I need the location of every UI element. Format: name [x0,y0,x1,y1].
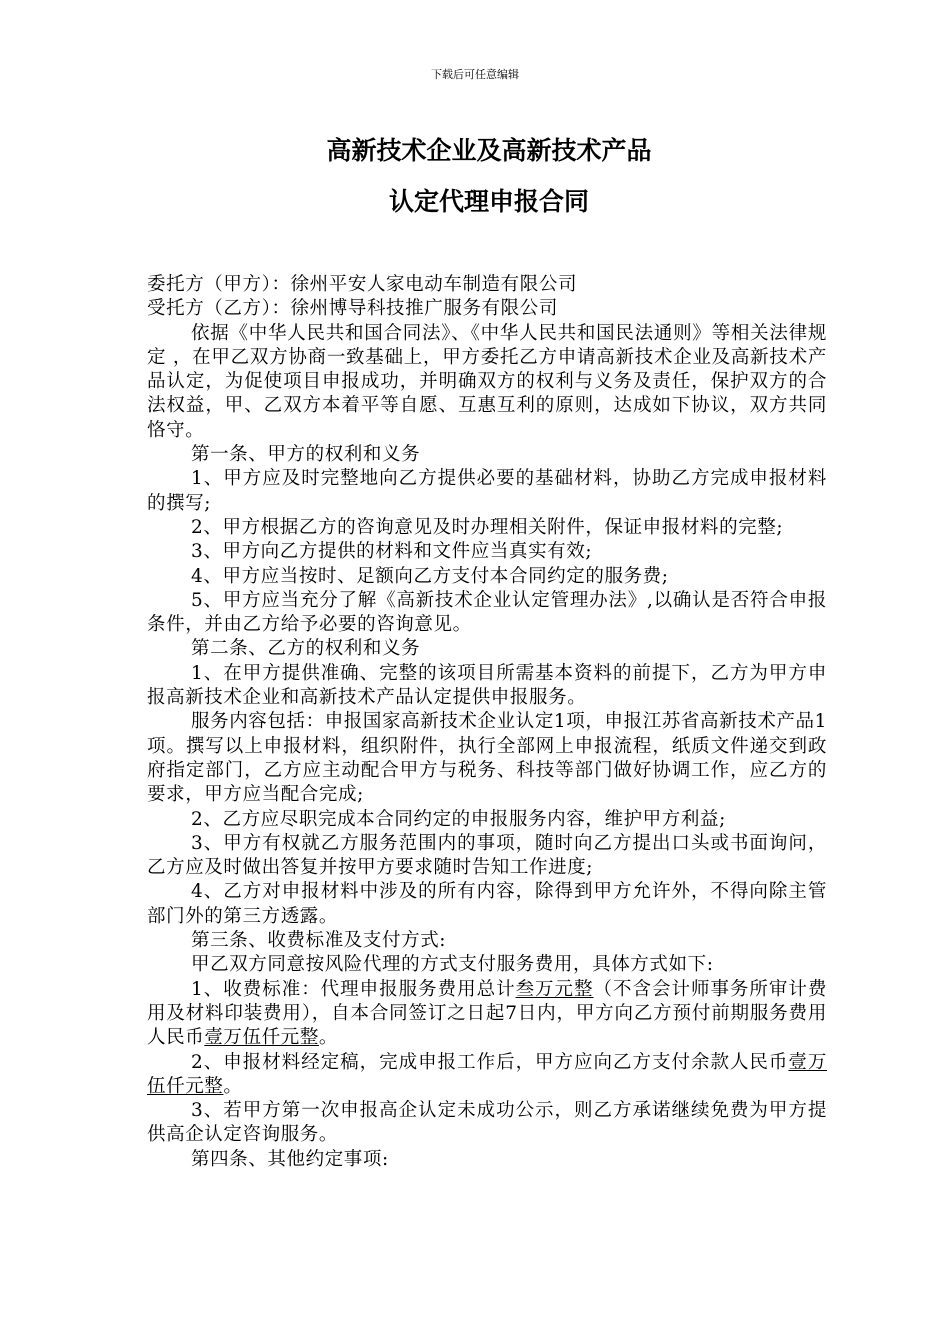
fee-text: 。 [318,1027,339,1049]
article-2-item: 1、在甲方提供准确、完整的该项目所需基本资料的前提下，乙方为甲方申报高新技术企业和高新技术产品认定提供申报服务。 [147,662,827,709]
article-2-item: 3、甲方有权就乙方服务范围内的事项，随时向乙方提出口头或书面询问，乙方应及时做出答复并按甲方要求随时告知工作进度; [147,832,827,879]
article-4-heading: 第四条、其他约定事项: [191,1148,389,1170]
title-line-2: 认定代理申报合同 [388,187,589,216]
article-1-item: 4、甲方应当按时、足额向乙方支付本合同约定的服务费; [191,565,669,587]
party-b: 受托方（乙方）：徐州博导科技推广服务有限公司 [147,298,558,320]
article-2-item: 4、乙方对申报材料中涉及的所有内容，除得到甲方允许外，不得向除主管部门外的第三方透露。 [147,881,827,927]
article-3-item-3: 3、若甲方第一次申报高企认定未成功公示，则乙方承诺继续免费为甲方提供高企认定咨询服务。 [147,1100,827,1146]
article-3-item-1 [147,978,827,1051]
balance-amount: 壹万伍仟元整 [147,1051,828,1097]
fee-text: 1、收费标准：代理申报服务费用总计 [191,978,516,1000]
fee-text: （不含会计师事务所审计费用及材料印装费用），自本合同签订之日起7日内，甲方向乙方预付前期服务费用人民币 [147,978,827,1049]
article-2-item: 2、乙方应尽职完成本合同约定的申报服务内容，维护甲方利益; [191,808,726,830]
prepay-amount: 壹万伍仟元整 [204,1027,319,1049]
article-1-item: 1、甲方应及时完整地向乙方提供必要的基础材料，协助乙方完成申报材料的撰写; [147,468,827,514]
party-a: 委托方（甲方）：徐州平安人家电动车制造有限公司 [147,274,578,295]
article-1-item: 2、甲方根据乙方的咨询意见及时办理相关附件，保证申报材料的完整; [191,516,784,538]
header-note: 下载后可任意编辑 [431,68,519,81]
article-1-heading: 第一条、甲方的权利和义务 [191,444,421,466]
article-3-item-2 [147,1051,827,1100]
article-3-intro: 甲乙双方同意按风险代理的方式支付服务费用，具体方式如下: [191,954,714,976]
fee-text: 2、申报材料经定稿，完成申报工作后，甲方应向乙方支付余款人民币 [191,1051,789,1073]
article-1-item: 5、甲方应当充分了解《高新技术企业认定管理办法》,以确认是否符合申报条件，并由乙方给予必要的咨询意见。 [147,589,827,636]
article-3-heading: 第三条、收费标准及支付方式: [191,930,447,952]
title-line-1: 高新技术企业及高新技术产品 [326,136,652,165]
article-2-heading: 第二条、乙方的权利和义务 [191,638,421,660]
total-fee-amount: 叁万元整 [515,978,594,1000]
fee-text: 。 [223,1075,243,1097]
preamble: 依据《中华人民共和国合同法》、《中华人民共和国民法通则》等相关法律规定 ，在甲乙双方协商一致基础上，甲方委托乙方申请高新技术企业及高新技术产品认定，为促使项目申报成功，并明确双方的权利与义务及责任，保护双方的合法权益，甲、乙双方本着平等自愿、互惠互利的原则，达成如下协议，双方共同恪守。 [147,322,827,441]
article-2-item: 服务内容包括：申报国家高新技术企业认定1项，申报江苏省高新技术产品1项。撰写以上申报材料，组织附件，执行全部网上申报流程，纸质文件递交到政府指定部门，乙方应主动配合甲方与税务、科技等部门做好协调工作，应乙方的要求，甲方应当配合完成; [147,711,827,806]
article-1-item: 3、甲方向乙方提供的材料和文件应当真实有效; [191,541,593,563]
contract-body [147,273,827,1172]
